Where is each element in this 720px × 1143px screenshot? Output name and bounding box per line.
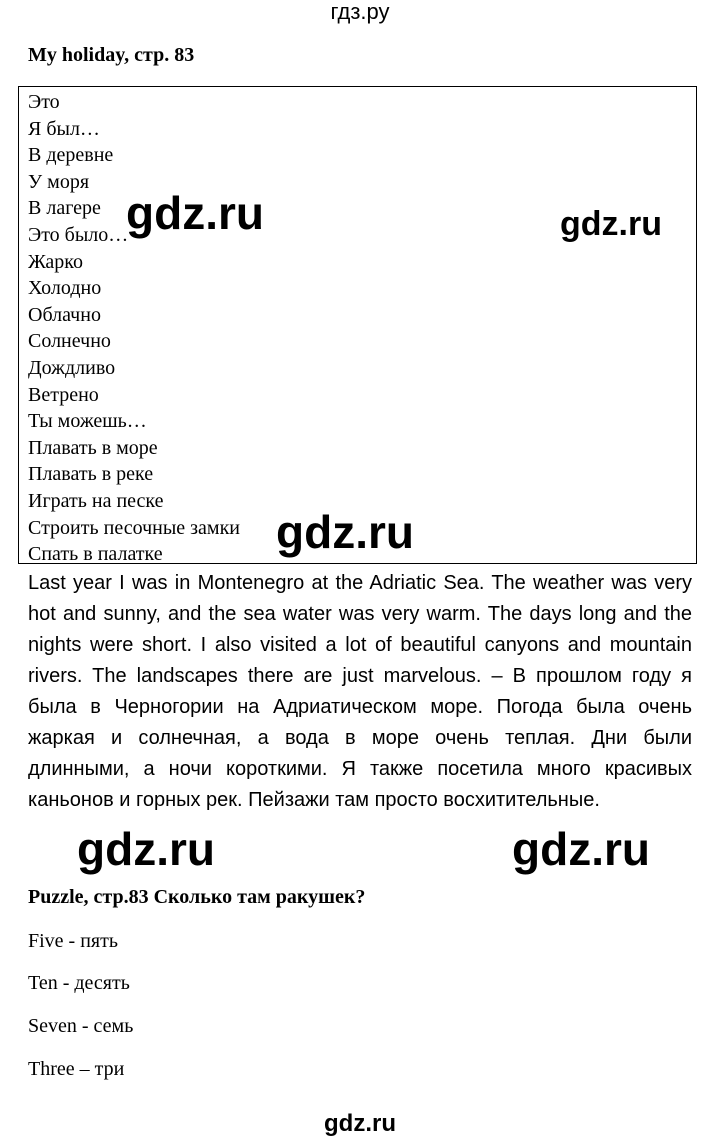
word-row: Плавать в реке [28, 463, 154, 486]
word-row: Облачно [28, 303, 101, 326]
puzzle-answer: Seven - семь [28, 1015, 134, 1037]
site-header: гдз.ру [330, 0, 390, 24]
word-row: Плавать в море [28, 436, 158, 459]
watermark: gdz.ru [77, 823, 215, 875]
puzzle-answer: Three – три [28, 1058, 125, 1080]
word-row: Ты можешь… [28, 410, 147, 433]
section-title-puzzle: Puzzle, стр.83 Сколько там ракушек? [28, 886, 366, 908]
word-row: Жарко [28, 250, 83, 273]
word-row: Дождливо [28, 356, 116, 379]
word-row: Холодно [28, 277, 102, 300]
puzzle-answer: Ten - десять [28, 972, 130, 994]
word-row: Спать в палатке [28, 543, 163, 566]
word-row: Ветрено [28, 383, 99, 406]
word-row: Я был… [28, 117, 100, 140]
word-table [18, 86, 697, 564]
watermark: gdz.ru [126, 187, 264, 239]
word-row: У моря [28, 170, 90, 193]
puzzle-answer: Five - пять [28, 930, 118, 952]
site-footer: gdz.ru [324, 1110, 396, 1137]
word-row: Это было… [28, 223, 129, 246]
watermark: gdz.ru [560, 205, 662, 243]
word-row: Строить песочные замки [28, 516, 240, 539]
section-title-my-holiday: My holiday, стр. 83 [28, 44, 195, 66]
watermark: gdz.ru [512, 823, 650, 875]
watermark: gdz.ru [276, 506, 414, 558]
word-row: В деревне [28, 144, 114, 167]
holiday-paragraph: Last year I was in Montenegro at the Adriatic Sea. The weather was very hot and sunny, and the sea water was very warm. The days long and the nights were short. I also visited a lot of beautiful canyons and mountain rivers. The landscapes there are just marvelous. – В прошлом году я была в Черногории на Адриатическом море. Погода была очень жаркая и солнечная, а вода в море очень теплая. Дни были длинными, а ночи короткими. Я также посетила много красивых каньонов и горных рек. Пейзажи там просто восхитительные. [28, 572, 692, 811]
word-row: В лагере [28, 197, 101, 220]
word-row: Играть на песке [28, 489, 164, 512]
word-row: Солнечно [28, 330, 111, 353]
word-row: Это [28, 91, 60, 113]
